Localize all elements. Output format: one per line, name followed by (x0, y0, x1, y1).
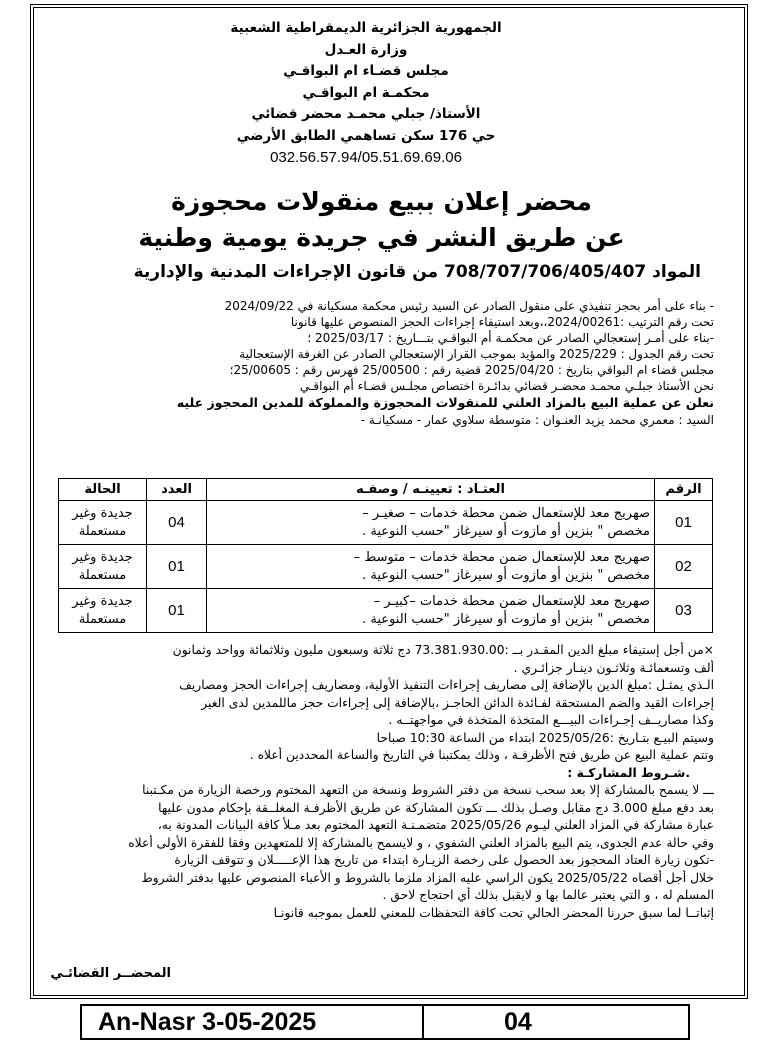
table-row (59, 545, 713, 589)
col-description-header: العتـاد : تعيينـه / وصفـه (207, 479, 655, 501)
item-state (59, 589, 147, 633)
court-line: محكمـة ام البواقـي (302, 84, 430, 101)
intro-line: مجلس قضاء ام البواقي بتاريخ : 2025/04/20 قضية رقم : 25/00500 فهرس رقم : 25/00605؛ (229, 363, 714, 377)
item-state-line: مستعملة (78, 523, 127, 539)
detail-line: إثباتــا لما سبق حررنا المحضر الحالي تحت كافة التحفظات للمعني للعمل بموجبه قانونـا (273, 905, 714, 920)
item-description-line: مخصص " بنزين أو مازوت أو سيرغاز "حسب النوعية . (362, 611, 650, 627)
sale-details (60, 642, 714, 922)
item-state-line: مستعملة (78, 611, 127, 627)
detail-line: خلال أجل أقصاه 2025/05/22 يكون الراسي عليه المزاد ملزما بالشروط و الأعباء المنصوص عليها بدفتر الشروط (141, 870, 714, 885)
detail-line: وكذا مصاريــف إجـراءات البيـــع المتخذة المتخذة في مواجهتــه . (388, 713, 714, 727)
item-description (207, 545, 655, 589)
intro-line: نحن الأستاذ جبلـي محمـد محضـر قضائي بدائـرة اختصاص مجلـس قضـاء أم البواقـي (299, 379, 714, 393)
ministry-line: وزارة العـدل (324, 41, 408, 58)
detail-line: الـذي يمثـل :مبلغ الدين بالإضافة إلى مصاريف إجراءات التنفيذ الأولية، ومصاريف إجراءات الحجز ومصاريف (179, 678, 714, 692)
col-number-header: الرقم (655, 479, 713, 501)
item-count: 01 (147, 545, 207, 589)
bailiff-phone: 032.56.57.94/05.51.69.69.06 (270, 149, 462, 166)
detail-line: وسيتم البيـع بتـاريخ :2025/05/26 ابتداء من الساعة 10:30 صباحا (376, 730, 714, 745)
detail-line: المسلم له ، و التي يعتبر عالما بها و لايقبل بذلك أي احتجاج لاحق . (382, 888, 714, 902)
item-count: 04 (147, 501, 207, 545)
detail-line: عبارة مشاركة في المزاد العلني ليـوم 2025/05/26 متضمـنـة التعهد المختوم بعد مـلأ كافة البيانات المدونة به، (157, 818, 714, 832)
col-state-header: الحالة (59, 479, 147, 501)
document-subtitle: عن طريق النشر في جريدة يومية وطنية (138, 223, 625, 252)
item-state (59, 501, 147, 545)
item-state (59, 545, 147, 589)
table-header-row (59, 479, 713, 501)
bailiff-address: حي 176 سكن تساهمي الطابق الأرضي (236, 127, 496, 144)
item-state-line: مستعملة (78, 567, 127, 583)
detail-line: ـــ لا يسمح بالمشاركة إلا بعد سحب نسخة من دفتر الشروط ونسخة من التعهد المختوم ورخصة الزيارة من مكـتبنا (142, 783, 714, 797)
col-count-header: العدد (147, 479, 207, 501)
conditions-heading: .شـروط المشاركـة : (567, 765, 690, 780)
intro-line: تحت رقم الترتيب :2024/00261،،وبعد استيفاء إجراءات الحجز المنصوص عليها قانونا (290, 315, 714, 329)
table-row (59, 501, 713, 545)
intro-paragraph (60, 298, 714, 428)
debtor-line: السيد : معمري محمد يزيد العنـوان : متوسطة سلاوي عمار - مسكيانـة - (360, 413, 714, 427)
detail-line: -تكون زيارة العتاد المحجوز بعد الحصول على رخصة الزيـارة ابتداء من تاريخ هذا الإعـــــلان و تتوقف الزيارة (174, 853, 714, 867)
signature-label: المحضــر القضائـي (50, 966, 171, 981)
newspaper-footer (80, 1004, 690, 1040)
item-state-line: جديدة وغير (72, 549, 133, 565)
item-description-line: مخصص " بنزين أو مازوت أو سيرغاز "حسب النوعية . (362, 567, 650, 583)
letterhead (201, 18, 531, 169)
document-title: محضر إعلان ببيع منقولات محجوزة (171, 187, 592, 216)
detail-line: ألف وتسعمائـة وثلاثـون دينـار جزائـري . (513, 660, 714, 675)
detail-line: إجراءات القيد والضم المستحقة لفـائدة الدائن الحاجـز ،بالإضافة إلى إجراءات حجز ماللمدين لدى الغير (201, 695, 714, 710)
item-number: 03 (655, 589, 713, 633)
intro-line: تحت رقم الجدول : 2025/229 والمؤيد بموجب القرار الإستعجالي الصادر عن الغرفة الإستعجالية (239, 347, 714, 361)
item-number: 01 (655, 501, 713, 545)
item-description-line: صهريج معد للإستعمال ضمن محطة خدمات –كبيـر – (373, 593, 650, 609)
item-description (207, 589, 655, 633)
republic-line: الجمهورية الجزائرية الديمقراطية الشعبية (230, 20, 502, 36)
detail-line: بعد دفع مبلغ 3.000 دج مقابل وصـل بذلك ـــ تكون المشاركة عن طريق الأظرفـة المغلــقة بإحكام مدون عليها (158, 800, 714, 815)
detail-line: وفي حالة عدم الجدوى، يتم البيع بالمزاد العلني الشفوي ، و لايسمح بالمشاركة إلا للمتعهدين وفقا للفقرة الأولى أعلاه (128, 835, 714, 850)
item-count: 01 (147, 589, 207, 633)
bailiff-name: الأستاذ/ جبلي محمـد محضر قضائي (251, 106, 481, 122)
seized-items-table (58, 478, 713, 633)
detail-line: ×من أجل إستيفاء مبلغ الدين المقـدر بــ :73.381.930.00 دج ثلاثة وسبعون مليون وثلاثمائة وواحد وثمانون (172, 643, 714, 657)
council-line: مجلس قضـاء ام البواقـي (283, 63, 449, 79)
announce-line: نعلن عن عملية البيع بالمزاد العلني للمنقولات المحجوزة والمملوكة للمدين المحجوز عليه (176, 395, 714, 410)
item-number: 02 (655, 545, 713, 589)
newspaper-name-date: An-Nasr 3-05-2025 (98, 1007, 317, 1036)
item-description (207, 501, 655, 545)
item-description-line: مخصص " بنزين أو مازوت أو سيرغاز "حسب النوعية . (362, 523, 650, 539)
page-number: 04 (504, 1007, 532, 1036)
intro-line: - بناء على أمر بحجز تنفيذي على منقول الصادر عن السيد رئيس محكمة مسكيانة في 2024/09/22 (224, 299, 714, 313)
table-row (59, 589, 713, 633)
item-state-line: جديدة وغير (72, 593, 133, 609)
intro-line: -بناء على أمـر إستعجالي الصادر عن محكمـة أم البواقـي بتـــاريخ : 2025/03/17 ؛ (307, 331, 714, 345)
legal-articles: المواد 708/707/706/405/407 من قانون الإجراءات المدنية والإدارية (133, 262, 701, 282)
item-description-line: صهريج معد للإستعمال ضمن محطة خدمات – صغيـر – (362, 505, 650, 521)
item-description-line: صهريج معد للإستعمال ضمن محطة خدمات – متوسط – (353, 549, 650, 565)
item-state-line: جديدة وغير (72, 505, 133, 521)
detail-line: وتتم عملية البيع عن طريق فتح الأظرفـة ، وذلك بمكتبنا في التاريخ والساعة المحددين أعلاه . (249, 748, 714, 762)
